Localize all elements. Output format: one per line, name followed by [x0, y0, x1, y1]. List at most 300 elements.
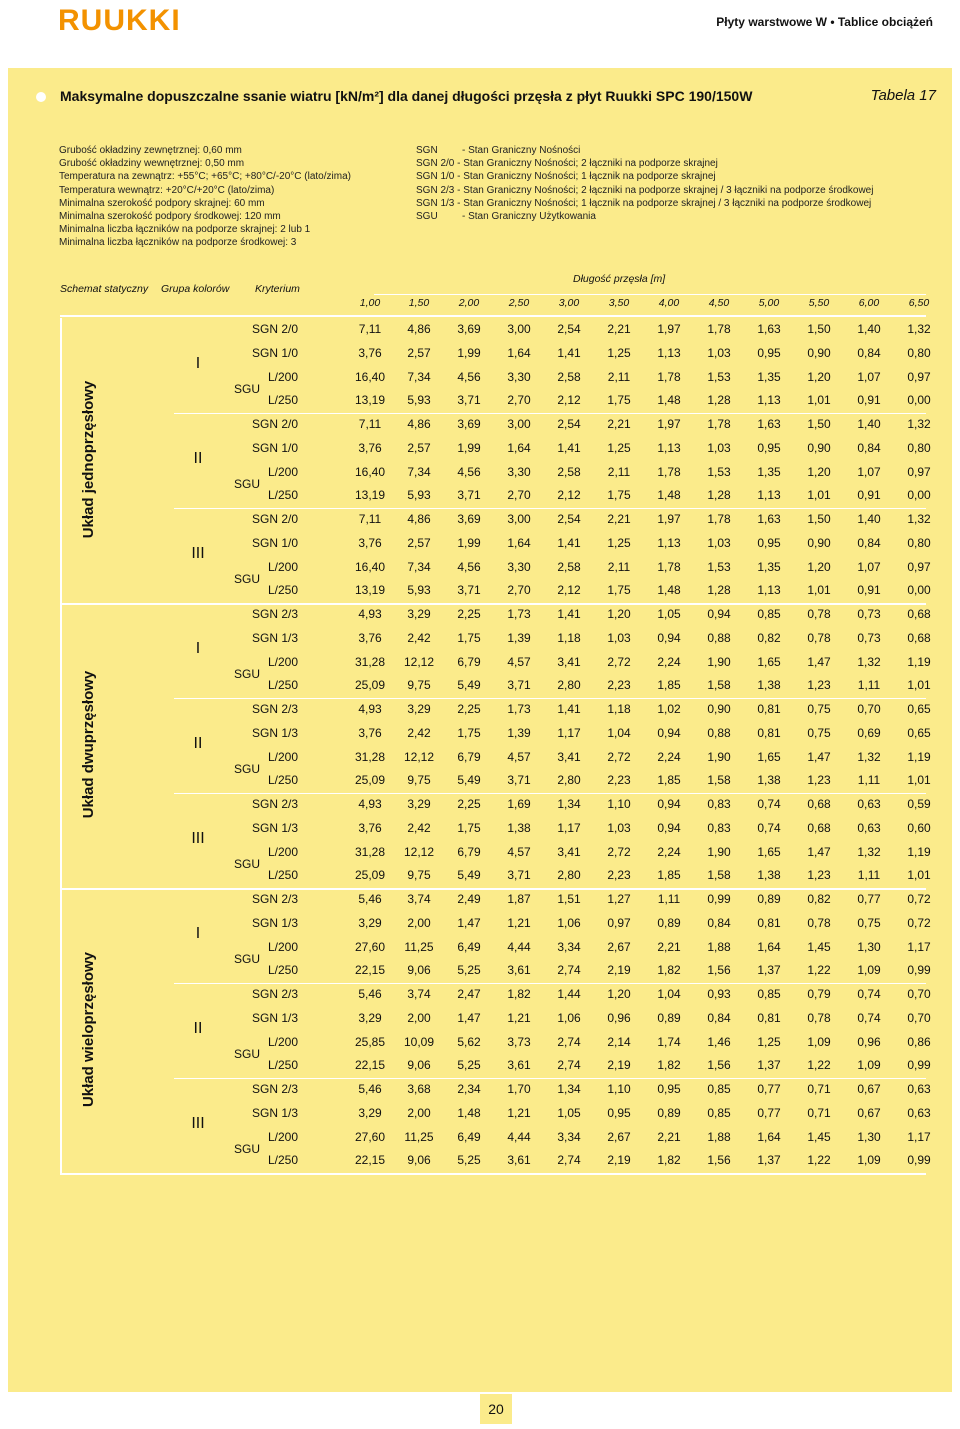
- value-cell: 1,58: [707, 773, 731, 788]
- value-cell: 1,38: [757, 868, 781, 883]
- value-cell: 1,23: [807, 678, 831, 693]
- value-cell: 0,84: [857, 535, 881, 550]
- value-cell: 2,54: [557, 512, 581, 526]
- value-cell: 1,65: [757, 749, 781, 764]
- value-cell: 1,75: [457, 630, 481, 645]
- value-cell: 1,35: [757, 464, 781, 479]
- value-cell: 0,97: [907, 369, 931, 384]
- value-cell: 1,01: [807, 488, 831, 503]
- value-cell: 3,71: [507, 678, 531, 693]
- value-cell: 16,40: [354, 464, 386, 479]
- value-cell: 0,65: [907, 702, 931, 716]
- legend-row: [416, 197, 873, 210]
- value-cell: 1,39: [507, 630, 531, 645]
- value-cell: 1,47: [807, 654, 831, 669]
- value-cell: 1,50: [807, 322, 831, 336]
- value-cell: 3,71: [507, 868, 531, 883]
- value-cell: 4,56: [457, 369, 481, 384]
- value-cell: 0,65: [907, 725, 931, 740]
- value-cell: 1,82: [657, 1058, 681, 1073]
- value-cell: 0,70: [907, 1010, 931, 1025]
- legend-list: [416, 144, 873, 223]
- value-cell: 1,13: [757, 583, 781, 598]
- value-cell: 1,11: [857, 773, 881, 788]
- value-cell: 3,29: [407, 607, 431, 621]
- criterion-label: L/200: [268, 559, 299, 574]
- value-cell: 0,94: [657, 820, 681, 835]
- system-border: [60, 603, 62, 888]
- value-cell: 22,15: [354, 1058, 386, 1073]
- value-cell: 1,05: [557, 1105, 581, 1120]
- value-cell: 5,46: [358, 892, 382, 906]
- value-cell: 1,99: [457, 440, 481, 455]
- value-cell: 2,57: [407, 535, 431, 550]
- value-cell: 6,49: [457, 939, 481, 954]
- sgu-label: SGU: [234, 1046, 261, 1061]
- value-cell: 1,97: [657, 322, 681, 336]
- value-cell: 1,07: [857, 559, 881, 574]
- sgu-label: SGU: [234, 761, 261, 776]
- span-label: 1,00: [359, 297, 381, 309]
- value-cell: 3,74: [407, 987, 431, 1001]
- value-cell: 1,22: [807, 1058, 831, 1073]
- value-cell: 1,99: [457, 345, 481, 360]
- criterion-label: L/250: [268, 773, 299, 788]
- value-cell: 2,21: [607, 417, 631, 431]
- value-cell: 3,30: [507, 464, 531, 479]
- value-cell: 1,17: [907, 939, 931, 954]
- value-cell: 2,24: [657, 844, 681, 859]
- value-cell: 1,28: [707, 393, 731, 408]
- value-cell: 0,91: [857, 488, 881, 503]
- system-divider: [60, 603, 926, 605]
- value-cell: 6,49: [457, 1129, 481, 1144]
- value-cell: 4,44: [507, 1129, 531, 1144]
- value-cell: 2,72: [607, 844, 631, 859]
- value-cell: 1,06: [557, 1010, 581, 1025]
- value-cell: 31,28: [354, 749, 386, 764]
- value-cell: 12,12: [403, 844, 435, 859]
- value-cell: 0,68: [807, 820, 831, 835]
- value-cell: 1,18: [557, 630, 581, 645]
- subgroup-divider: [174, 793, 926, 794]
- value-cell: 1,11: [857, 868, 881, 883]
- value-cell: 1,17: [557, 820, 581, 835]
- criterion-label: SGN 1/3: [252, 915, 299, 930]
- value-cell: 1,40: [857, 512, 881, 526]
- value-cell: 0,91: [857, 393, 881, 408]
- value-cell: 2,24: [657, 749, 681, 764]
- value-cell: 2,00: [407, 1105, 431, 1120]
- value-cell: 0,88: [707, 630, 731, 645]
- value-cell: 1,46: [707, 1034, 731, 1049]
- value-cell: 5,25: [457, 1058, 481, 1073]
- value-cell: 0,00: [907, 393, 931, 408]
- value-cell: 1,38: [507, 820, 531, 835]
- value-cell: 4,57: [507, 749, 531, 764]
- value-cell: 0,81: [757, 915, 781, 930]
- value-cell: 1,38: [757, 678, 781, 693]
- value-cell: 1,21: [507, 915, 531, 930]
- value-cell: 2,80: [557, 678, 581, 693]
- value-cell: 1,18: [607, 702, 631, 716]
- value-cell: 1,97: [657, 512, 681, 526]
- value-cell: 1,25: [607, 345, 631, 360]
- value-cell: 1,01: [907, 678, 931, 693]
- value-cell: 4,86: [407, 417, 431, 431]
- value-cell: 0,60: [907, 820, 931, 835]
- criterion-label: SGN 2/3: [252, 987, 299, 1001]
- value-cell: 0,88: [707, 725, 731, 740]
- value-cell: 1,19: [907, 844, 931, 859]
- value-cell: 1,78: [657, 464, 681, 479]
- criterion-label: L/200: [268, 1129, 299, 1144]
- value-cell: 3,00: [507, 512, 531, 526]
- span-label: 3,50: [608, 297, 630, 309]
- value-cell: 1,90: [707, 844, 731, 859]
- value-cell: 31,28: [354, 654, 386, 669]
- criterion-label: L/200: [268, 939, 299, 954]
- value-cell: 2,14: [607, 1034, 631, 1049]
- legend-row: [416, 157, 873, 170]
- sgu-label: SGU: [234, 666, 261, 681]
- value-cell: 22,15: [354, 1153, 386, 1168]
- value-cell: 0,80: [907, 535, 931, 550]
- value-cell: 2,25: [457, 607, 481, 621]
- value-cell: 1,78: [657, 559, 681, 574]
- value-cell: 3,29: [358, 915, 382, 930]
- value-cell: 0,85: [707, 1082, 731, 1096]
- value-cell: 0,86: [907, 1034, 931, 1049]
- spec-line: Grubość okładziny wewnętrznej: 0,50 mm: [59, 158, 245, 170]
- criterion-label: SGN 1/0: [252, 440, 299, 455]
- value-cell: 5,46: [358, 1082, 382, 1096]
- value-cell: 1,41: [557, 535, 581, 550]
- value-cell: 0,75: [807, 725, 831, 740]
- value-cell: 4,93: [358, 702, 382, 716]
- value-cell: 1,06: [557, 915, 581, 930]
- value-cell: 2,00: [407, 915, 431, 930]
- value-cell: 1,30: [857, 939, 881, 954]
- value-cell: 3,69: [457, 417, 481, 431]
- static-system-label: Układ wieloprzęsłowy: [79, 951, 97, 1107]
- value-cell: 0,99: [907, 1153, 931, 1168]
- value-cell: 0,95: [607, 1105, 631, 1120]
- table-panel: [8, 68, 952, 1392]
- value-cell: 1,56: [707, 1153, 731, 1168]
- span-label: 2,00: [458, 297, 480, 309]
- value-cell: 0,68: [907, 630, 931, 645]
- value-cell: 2,74: [557, 1034, 581, 1049]
- value-cell: 2,23: [607, 773, 631, 788]
- value-cell: 0,63: [907, 1105, 931, 1120]
- value-cell: 2,74: [557, 963, 581, 978]
- value-cell: 1,09: [857, 963, 881, 978]
- value-cell: 2,25: [457, 797, 481, 811]
- value-cell: 3,71: [457, 583, 481, 598]
- value-cell: 1,34: [557, 1082, 581, 1096]
- value-cell: 2,23: [607, 678, 631, 693]
- value-cell: 2,19: [607, 963, 631, 978]
- value-cell: 1,19: [907, 749, 931, 764]
- color-group-label: II: [193, 1019, 203, 1037]
- legend-code: SGU: [416, 211, 438, 223]
- value-cell: 1,75: [457, 725, 481, 740]
- document-section-title: Płyty warstwowe W • Tablice obciążeń: [716, 15, 933, 29]
- value-cell: 1,47: [807, 749, 831, 764]
- value-cell: 1,73: [507, 702, 531, 716]
- spec-line: Grubość okładziny zewnętrznej: 0,60 mm: [59, 145, 242, 156]
- value-cell: 0,80: [907, 345, 931, 360]
- value-cell: 1,35: [757, 559, 781, 574]
- value-cell: 1,32: [907, 512, 931, 526]
- value-cell: 1,22: [807, 963, 831, 978]
- value-cell: 7,11: [358, 417, 382, 431]
- value-cell: 0,00: [907, 488, 931, 503]
- value-cell: 2,67: [607, 939, 631, 954]
- value-cell: 2,11: [607, 559, 631, 574]
- value-cell: 0,70: [857, 702, 881, 716]
- criterion-label: L/250: [268, 583, 299, 598]
- value-cell: 4,93: [358, 607, 382, 621]
- value-cell: 6,79: [457, 749, 481, 764]
- value-cell: 25,85: [354, 1034, 386, 1049]
- value-cell: 1,87: [507, 892, 531, 906]
- value-cell: 4,44: [507, 939, 531, 954]
- value-cell: 0,83: [707, 820, 731, 835]
- value-cell: 0,75: [857, 915, 881, 930]
- value-cell: 1,63: [757, 417, 781, 431]
- value-cell: 1,37: [757, 1153, 781, 1168]
- value-cell: 2,70: [507, 488, 531, 503]
- value-cell: 1,70: [507, 1082, 531, 1096]
- value-cell: 0,85: [707, 1105, 731, 1120]
- value-cell: 1,44: [557, 987, 581, 1001]
- value-cell: 1,03: [607, 820, 631, 835]
- value-cell: 0,79: [807, 987, 831, 1001]
- legend-code: SGN 2/3: [416, 184, 455, 196]
- criterion-label: SGN 2/3: [252, 892, 299, 906]
- value-cell: 7,34: [407, 369, 431, 384]
- value-cell: 1,97: [657, 417, 681, 431]
- criterion-label: SGN 2/3: [252, 702, 299, 716]
- header-schemat: Schemat statyczny: [60, 283, 149, 295]
- value-cell: 3,68: [407, 1082, 431, 1096]
- sgu-label: SGU: [234, 571, 261, 586]
- value-cell: 3,00: [507, 322, 531, 336]
- value-cell: 2,11: [607, 369, 631, 384]
- value-cell: 9,75: [407, 773, 431, 788]
- system-divider: [60, 1173, 926, 1175]
- value-cell: 4,93: [358, 797, 382, 811]
- value-cell: 4,86: [407, 512, 431, 526]
- criterion-label: SGN 1/3: [252, 725, 299, 740]
- value-cell: 1,63: [757, 322, 781, 336]
- criterion-label: SGN 1/3: [252, 1010, 299, 1025]
- bullet-icon: [36, 92, 46, 102]
- value-cell: 1,13: [657, 440, 681, 455]
- value-cell: 1,02: [657, 702, 681, 716]
- value-cell: 1,32: [857, 654, 881, 669]
- value-cell: 1,10: [607, 1082, 631, 1096]
- value-cell: 0,77: [757, 1105, 781, 1120]
- value-cell: 1,21: [507, 1010, 531, 1025]
- value-cell: 27,60: [354, 1129, 386, 1144]
- value-cell: 0,63: [907, 1082, 931, 1096]
- legend-desc: - Stan Graniczny Nośności; 2 łączniki na podporze skrajnej: [457, 158, 718, 170]
- value-cell: 1,48: [657, 583, 681, 598]
- value-cell: 1,48: [457, 1105, 481, 1120]
- value-cell: 6,79: [457, 844, 481, 859]
- value-cell: 0,73: [857, 630, 881, 645]
- value-cell: 0,73: [857, 607, 881, 621]
- value-cell: 1,41: [557, 440, 581, 455]
- value-cell: 2,72: [607, 749, 631, 764]
- system-divider: [60, 888, 926, 890]
- value-cell: 9,06: [407, 963, 431, 978]
- value-cell: 1,85: [657, 868, 681, 883]
- subgroup-divider: [174, 1078, 926, 1079]
- page-number: 20: [480, 1394, 512, 1424]
- value-cell: 1,74: [657, 1034, 681, 1049]
- color-group-label: II: [193, 449, 203, 467]
- value-cell: 3,29: [358, 1105, 382, 1120]
- value-cell: 3,41: [557, 844, 581, 859]
- value-cell: 1,64: [507, 535, 531, 550]
- value-cell: 3,30: [507, 559, 531, 574]
- value-cell: 2,47: [457, 987, 481, 1001]
- value-cell: 3,34: [557, 1129, 581, 1144]
- value-cell: 13,19: [354, 488, 386, 503]
- color-group-label: I: [195, 639, 201, 657]
- legend-desc: - Stan Graniczny Nośności: [462, 145, 581, 156]
- value-cell: 3,76: [358, 345, 382, 360]
- value-cell: 1,41: [557, 702, 581, 716]
- value-cell: 0,84: [857, 440, 881, 455]
- value-cell: 1,30: [857, 1129, 881, 1144]
- value-cell: 3,41: [557, 749, 581, 764]
- value-cell: 1,03: [707, 345, 731, 360]
- criterion-label: L/250: [268, 1153, 299, 1168]
- value-cell: 1,39: [507, 725, 531, 740]
- spec-line: Temperatura na zewnątrz: +55°C; +65°C; +80°C/-20°C (lato/zima): [59, 171, 351, 183]
- value-cell: 0,68: [807, 797, 831, 811]
- value-cell: 25,09: [354, 773, 386, 788]
- value-cell: 0,99: [907, 963, 931, 978]
- sgu-label: SGU: [234, 951, 261, 966]
- value-cell: 0,78: [807, 915, 831, 930]
- value-cell: 2,21: [657, 939, 681, 954]
- value-cell: 7,11: [358, 322, 382, 336]
- value-cell: 1,19: [907, 654, 931, 669]
- value-cell: 5,49: [457, 773, 481, 788]
- value-cell: 1,04: [607, 725, 631, 740]
- value-cell: 1,90: [707, 749, 731, 764]
- value-cell: 1,20: [807, 464, 831, 479]
- criterion-label: SGN 2/3: [252, 797, 299, 811]
- value-cell: 1,78: [707, 512, 731, 526]
- value-cell: 9,06: [407, 1153, 431, 1168]
- value-cell: 3,71: [507, 773, 531, 788]
- criterion-label: L/200: [268, 844, 299, 859]
- value-cell: 0,83: [707, 797, 731, 811]
- value-cell: 1,22: [807, 1153, 831, 1168]
- logo-text: RUUKKI: [58, 4, 181, 37]
- value-cell: 12,12: [403, 749, 435, 764]
- legend-code: SGN 2/0: [416, 158, 455, 170]
- value-cell: 0,67: [857, 1082, 881, 1096]
- value-cell: 2,54: [557, 322, 581, 336]
- value-cell: 1,53: [707, 559, 731, 574]
- value-cell: 0,77: [757, 1082, 781, 1096]
- criterion-label: L/200: [268, 464, 299, 479]
- value-cell: 1,53: [707, 369, 731, 384]
- value-cell: 1,28: [707, 583, 731, 598]
- value-cell: 1,56: [707, 963, 731, 978]
- value-cell: 2,21: [657, 1129, 681, 1144]
- header-grupa: Grupa kolorów: [161, 283, 230, 295]
- value-cell: 5,93: [407, 393, 431, 408]
- value-cell: 1,50: [807, 512, 831, 526]
- value-cell: 1,37: [757, 1058, 781, 1073]
- color-group-label: I: [195, 924, 201, 942]
- value-cell: 0,78: [807, 607, 831, 621]
- specs-list: [59, 144, 351, 250]
- value-cell: 1,64: [757, 939, 781, 954]
- value-cell: 1,25: [607, 440, 631, 455]
- criterion-label: L/250: [268, 678, 299, 693]
- value-cell: 2,19: [607, 1058, 631, 1073]
- value-cell: 1,69: [507, 797, 531, 811]
- value-cell: 0,90: [707, 702, 731, 716]
- value-cell: 2,25: [457, 702, 481, 716]
- value-cell: 2,80: [557, 773, 581, 788]
- criterion-label: L/200: [268, 369, 299, 384]
- value-cell: 2,23: [607, 868, 631, 883]
- value-cell: 7,11: [358, 512, 382, 526]
- value-cell: 5,93: [407, 488, 431, 503]
- table-top-line: [60, 315, 926, 317]
- value-cell: 1,78: [707, 417, 731, 431]
- legend-code: SGN 1/3: [416, 197, 455, 209]
- value-cell: 3,74: [407, 892, 431, 906]
- value-cell: 0,74: [857, 1010, 881, 1025]
- value-cell: 0,72: [907, 915, 931, 930]
- value-cell: 7,34: [407, 559, 431, 574]
- value-cell: 1,01: [807, 393, 831, 408]
- value-cell: 1,47: [807, 844, 831, 859]
- value-cell: 0,97: [907, 559, 931, 574]
- value-cell: 1,23: [807, 868, 831, 883]
- value-cell: 2,70: [507, 583, 531, 598]
- value-cell: 1,25: [607, 535, 631, 550]
- value-cell: 2,21: [607, 322, 631, 336]
- value-cell: 7,34: [407, 464, 431, 479]
- value-cell: 1,28: [707, 488, 731, 503]
- value-cell: 0,89: [757, 892, 781, 906]
- value-cell: 1,20: [807, 369, 831, 384]
- value-cell: 2,72: [607, 654, 631, 669]
- header-span: Długość przęsła [m]: [573, 273, 666, 285]
- value-cell: 0,78: [807, 1010, 831, 1025]
- value-cell: 2,19: [607, 1153, 631, 1168]
- value-cell: 1,53: [707, 464, 731, 479]
- value-cell: 3,41: [557, 654, 581, 669]
- value-cell: 0,94: [657, 630, 681, 645]
- subgroup-divider: [174, 698, 926, 699]
- value-cell: 1,13: [757, 488, 781, 503]
- value-cell: 3,29: [407, 702, 431, 716]
